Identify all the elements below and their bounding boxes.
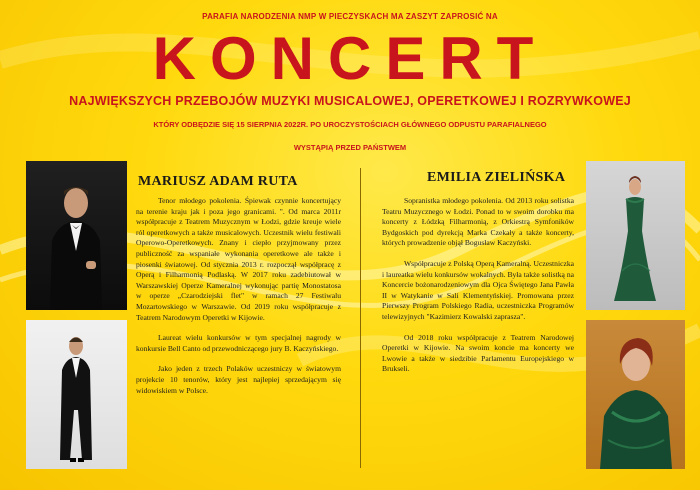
emilia-full-length-photo [586,161,685,310]
column-divider [360,168,361,468]
emilia-portrait-photo [586,320,685,469]
mariusz-portrait-photo [26,161,127,310]
performer-bio-mariusz [136,196,341,406]
intro-line: PARAFIA NARODZENIA NMP W PIECZYSKACH MA ZASZYT ZAPROSIĆ NA [202,12,498,21]
performers-line: WYSTĄPIĄ PRZED PAŃSTWEM [293,143,407,152]
date-line: KTÓRY ODBĘDZIE SIĘ 15 SIERPNIA 2022R. PO UROCZYSTOŚCIACH GŁÓWNEGO ODPUSTU PARAFIALNEGO [153,120,547,129]
poster-subtitle: NAJWIĘKSZYCH PRZEBOJÓW MUZYKI MUSICALOWEJ, OPERETKOWEJ I ROZRYWKOWEJ [69,94,631,108]
performer-bio-emilia [382,196,574,385]
bio-paragraph: Tenor młodego pokolenia. Śpiewak czynnie koncertujący na terenie kraju jak i poza jego granicami. ". Od marca 2011r współpracuje z Teatrem Muzycznym w Łodzi, gdzie kreuje wiele ról operetkowych a także musicalowych. Uczestnik wielu festiwali Operowo-Operetkowych. Znany i ciepło przyjmowany przez publiczność za wspaniałe wykonania operetkowe ale także i piosenki światowej. Od stycznia 2013 r. rozpoczął współpracę z Operą i Filharmonią Podlaską. W 2017 roku zadebiutował w Warszawskiej Operze Kameralnej wykonując partię Monostatosa w operze „Czarodziejski flet" w ramach 27 Festiwalu Mozartowskiego w Warszawie. Od 2019 roku współpracuje z Teatrem Narodowym Operetki w Kijowie. [136,196,341,322]
bio-paragraph: Sopranistka młodego pokolenia. Od 2013 roku solistka Teatru Muzycznego w Łodzi. Ponad to w swoim dorobku ma koncerty z Łódzką Filharmonią, z Orkiestrą Symfoników Bydgoskich pod dyrekcją Marka Czekały a także koncerty, których prowadzenie objął Bogusław Kaczyński. [382,196,574,248]
bio-paragraph: Od 2018 roku współpracuje z Teatrem Narodowej Operetki w Kijowie. Na swoim koncie ma koncerty we Lwowie a także w siedzibie Parlamentu Europejskiego w Brukseli. [382,332,574,374]
bio-paragraph: Współpracuje z Polską Operą Kameralną. Uczestniczka i laureatka wielu konkursów wokalnych. Była także solistką na Koncercie bożonarodzeniowym dla Ojca Świętego Jana Pawła II w Watykanie w Sali Klementyńskiej. Promowana przez Pierwszy Program Polskiego Radia, uczestniczka Programów telewizyjnych "Kazimierz Kowalski zaprasza". [382,258,574,321]
performer-name-emilia: EMILIA ZIELIŃSKA [427,170,566,185]
performer-name-mariusz: MARIUSZ ADAM RUTA [138,174,298,189]
bio-paragraph: Laureat wielu konkursów w tym specjalnej nagrody w konkursie Bell Canto od przewodniczącego jury B. Kaczyńskiego. [136,333,341,353]
poster-title: KONCERT [152,25,548,92]
bio-paragraph: Jako jeden z trzech Polaków uczestniczy w światowym projekcie 10 tenorów, który jest najlepiej sprzedającym się widowiskiem w Polsce. [136,364,341,395]
mariusz-full-length-photo [26,320,127,469]
